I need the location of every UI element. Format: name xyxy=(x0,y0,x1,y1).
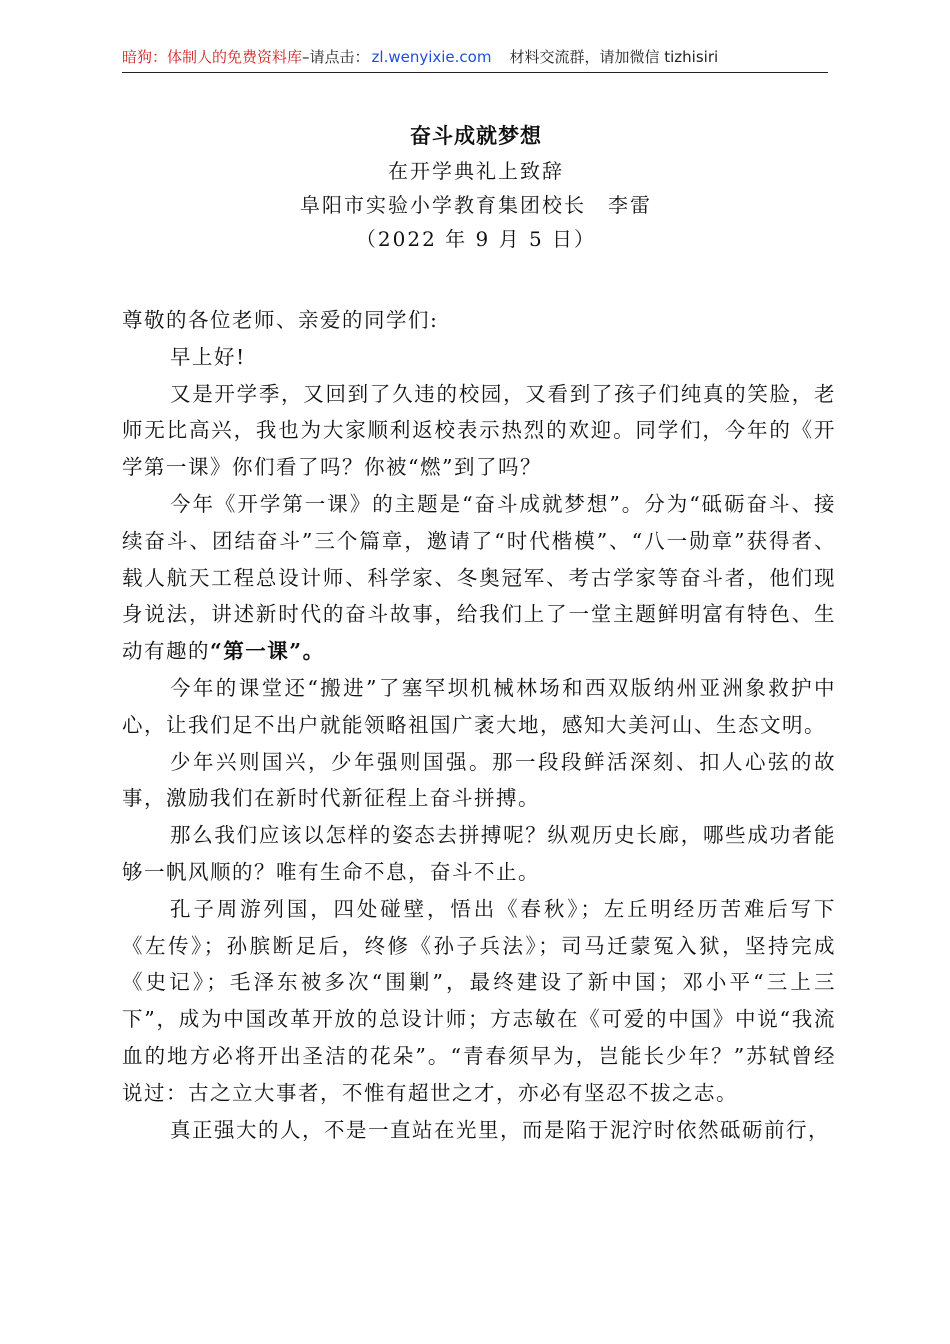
header-group-info: 材料交流群，请加微信 tizhisiri xyxy=(509,48,719,66)
paragraph-2-bold: “第一课”。 xyxy=(210,639,325,664)
paragraph-4: 少年兴则国兴，少年强则国强。那一段段鲜活深刻、扣人心弦的故事，激励我们在新时代新征程上奋斗拼搏。 xyxy=(122,749,836,811)
paragraph-6: 孔子周游列国，四处碰壁，悟出《春秋》；左丘明经历苦难后写下《左传》；孙膑断足后，终修《孙子兵法》；司马迁蒙冤入狱，坚持完成《史记》；毛泽东被多次“围剿”，最终建设了新中国；邓小平“三上三下”，成为中国改革开放的总设计师；方志敏在《可爱的中国》中说“我流血的地方必将开出圣洁的花朵”。“青春须早为，岂能长少年？”苏轼曾经说过：古之立大事者，不惟有超世之才，亦必有坚忍不拔之志。 xyxy=(122,896,836,1105)
paragraph-2-text: 今年《开学第一课》的主题是“奋斗成就梦想”。分为“砥砺奋斗、接续奋斗、团结奋斗”三个篇章，邀请了“时代楷模”、“八一勋章”获得者、载人航天工程总设计师、科学家、冬奥冠军、考古学家等奋斗者，他们现身说法，讲述新时代的奋斗故事，给我们上了一堂主题鲜明富有特色、生动有趣的 xyxy=(122,491,836,664)
author-name: 李雷 xyxy=(608,193,652,217)
header-link[interactable]: zl.wenyixie.com xyxy=(371,48,492,66)
header-brand: 暗狗：体制人的免费资料库 xyxy=(122,48,303,66)
page-header xyxy=(122,44,830,70)
paragraph-1: 又是开学季，又回到了久违的校园，又看到了孩子们纯真的笑脸，老师无比高兴，我也为大家顺利返校表示热烈的欢迎。同学们，今年的《开学第一课》你们看了吗？你被“燃”到了吗？ xyxy=(122,381,836,480)
author-org: 阜阳市实验小学教育集团校长 xyxy=(300,193,586,217)
salutation: 尊敬的各位老师、亲爱的同学们: xyxy=(122,308,439,332)
greeting: 早上好! xyxy=(170,344,246,369)
paragraph-5: 那么我们应该以怎样的姿态去拼搏呢？纵观历史长廊，哪些成功者能够一帆风顺的？唯有生命不息，奋斗不止。 xyxy=(122,823,836,884)
paragraph-2 xyxy=(122,486,836,670)
speech-body xyxy=(122,302,836,1148)
document-date: （2022 年 9 月 5 日） xyxy=(355,227,597,251)
title-block xyxy=(120,118,832,256)
paragraph-3: 今年的课堂还“搬进”了塞罕坝机械林场和西双版纳州亚洲象救护中心，让我们足不出户就能领略祖国广袤大地，感知大美河山、生态文明。 xyxy=(122,675,836,737)
document-author xyxy=(120,188,832,222)
document-title: 奋斗成就梦想 xyxy=(410,123,542,148)
paragraph-7: 真正强大的人，不是一直站在光里，而是陷于泥泞时依然砥砺前行， xyxy=(170,1117,830,1142)
header-click-prefix: –请点击： xyxy=(302,48,370,66)
header-divider xyxy=(122,72,828,73)
document-subtitle: 在开学典礼上致辞 xyxy=(388,159,564,183)
